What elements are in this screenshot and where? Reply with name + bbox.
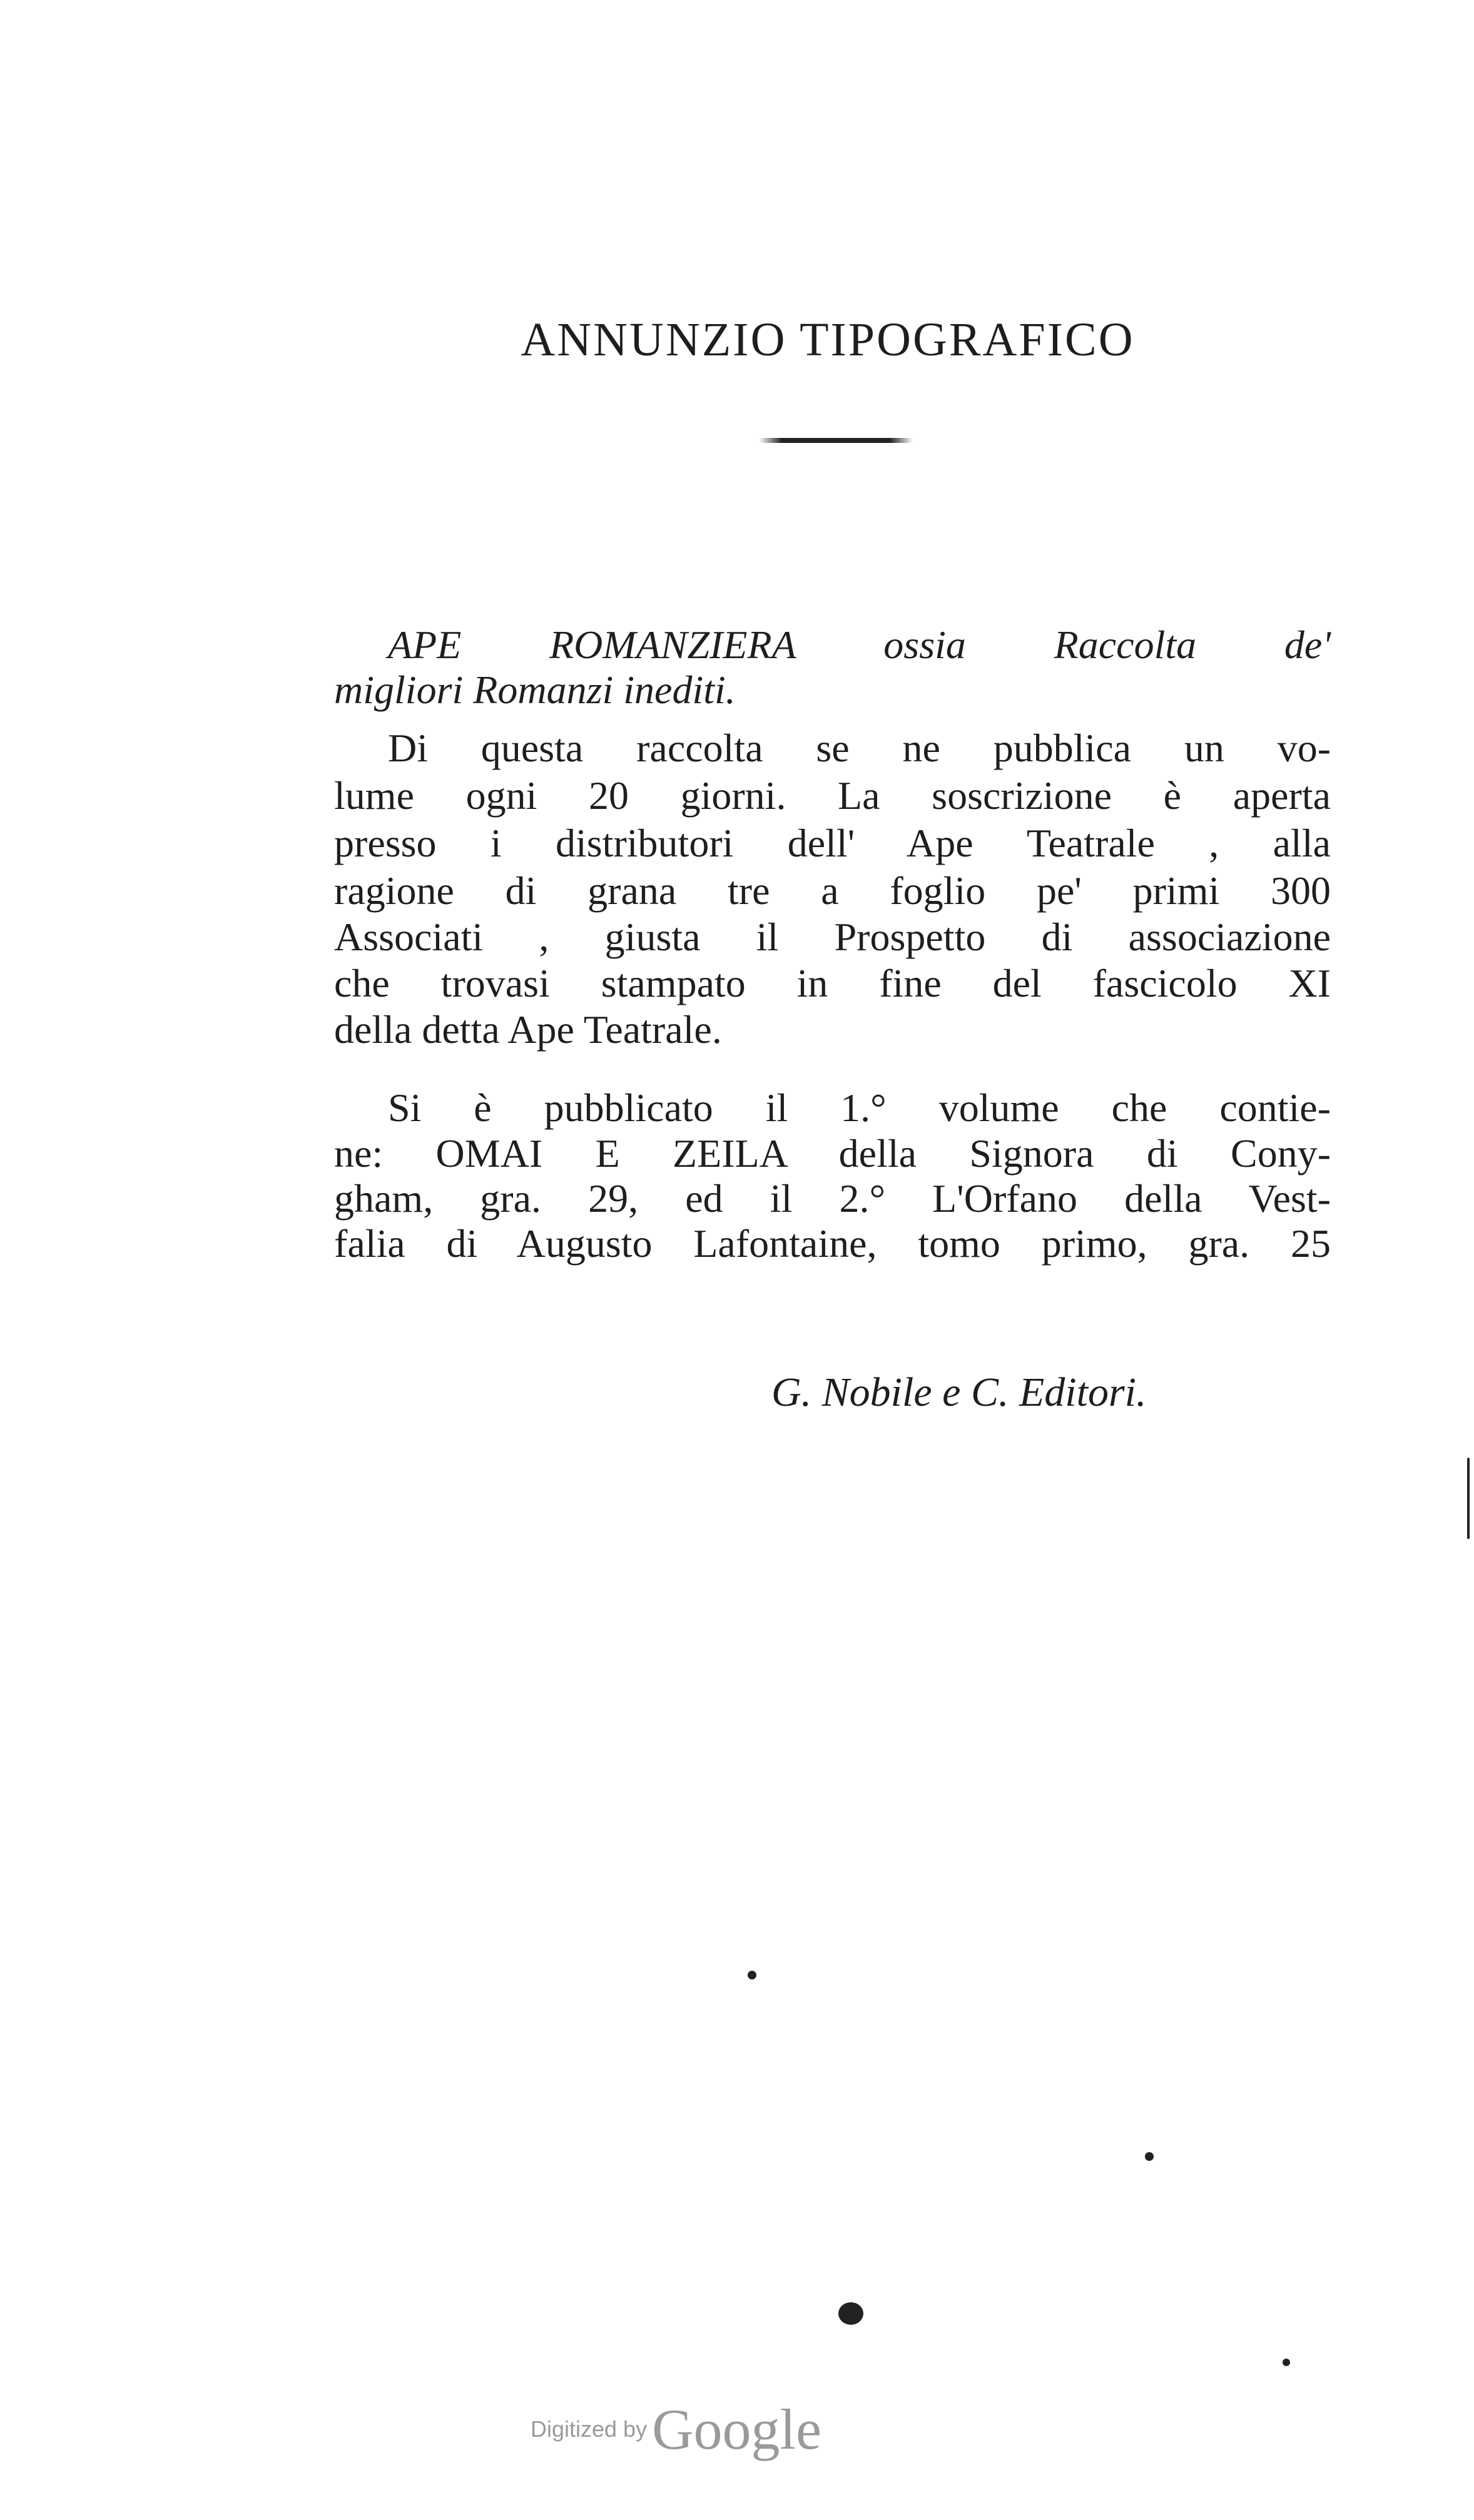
- text-line: che trovasi stampato in fine del fascicolo XI: [334, 961, 1331, 1005]
- text-line: migliori Romanzi inediti.: [334, 668, 736, 712]
- ink-speck: [1283, 2359, 1290, 2366]
- text-line: Associati , giusta il Prospetto di associazione: [334, 915, 1331, 959]
- ornamental-rule: [759, 438, 913, 443]
- ink-blot: [838, 2302, 863, 2325]
- text-line: Di questa raccolta se ne pubblica un vo-: [388, 726, 1331, 770]
- text-line: gham, gra. 29, ed il 2.° L'Orfano della Vest-: [334, 1176, 1331, 1221]
- text-line: falia di Augusto Lafontaine, tomo primo, gra. 25: [334, 1221, 1331, 1266]
- edge-mark: [1467, 1458, 1470, 1539]
- text-line: della detta Ape Teatrale.: [334, 1007, 722, 1052]
- text-line: ragione di grana tre a foglio pe' primi 300: [334, 868, 1331, 913]
- text-line: APE ROMANZIERA ossia Raccolta de': [388, 622, 1331, 667]
- google-logo: Google: [652, 2397, 821, 2461]
- page-title: ANNUNZIO TIPOGRAFICO: [521, 313, 1135, 366]
- publisher-signature: G. Nobile e C. Editori.: [771, 1369, 1147, 1415]
- digitized-label: Digitized by: [531, 2416, 648, 2442]
- ink-speck: [748, 1971, 756, 1979]
- text-line: lume ogni 20 giorni. La soscrizione è aperta: [334, 773, 1331, 818]
- text-line: ne: OMAI E ZEILA della Signora di Cony-: [334, 1131, 1331, 1176]
- digitized-watermark: [531, 2396, 821, 2462]
- ink-speck: [1145, 2152, 1154, 2161]
- text-line: presso i distributori dell' Ape Teatrale , alla: [334, 821, 1331, 865]
- text-line: Si è pubblicato il 1.° volume che contie-: [388, 1085, 1331, 1130]
